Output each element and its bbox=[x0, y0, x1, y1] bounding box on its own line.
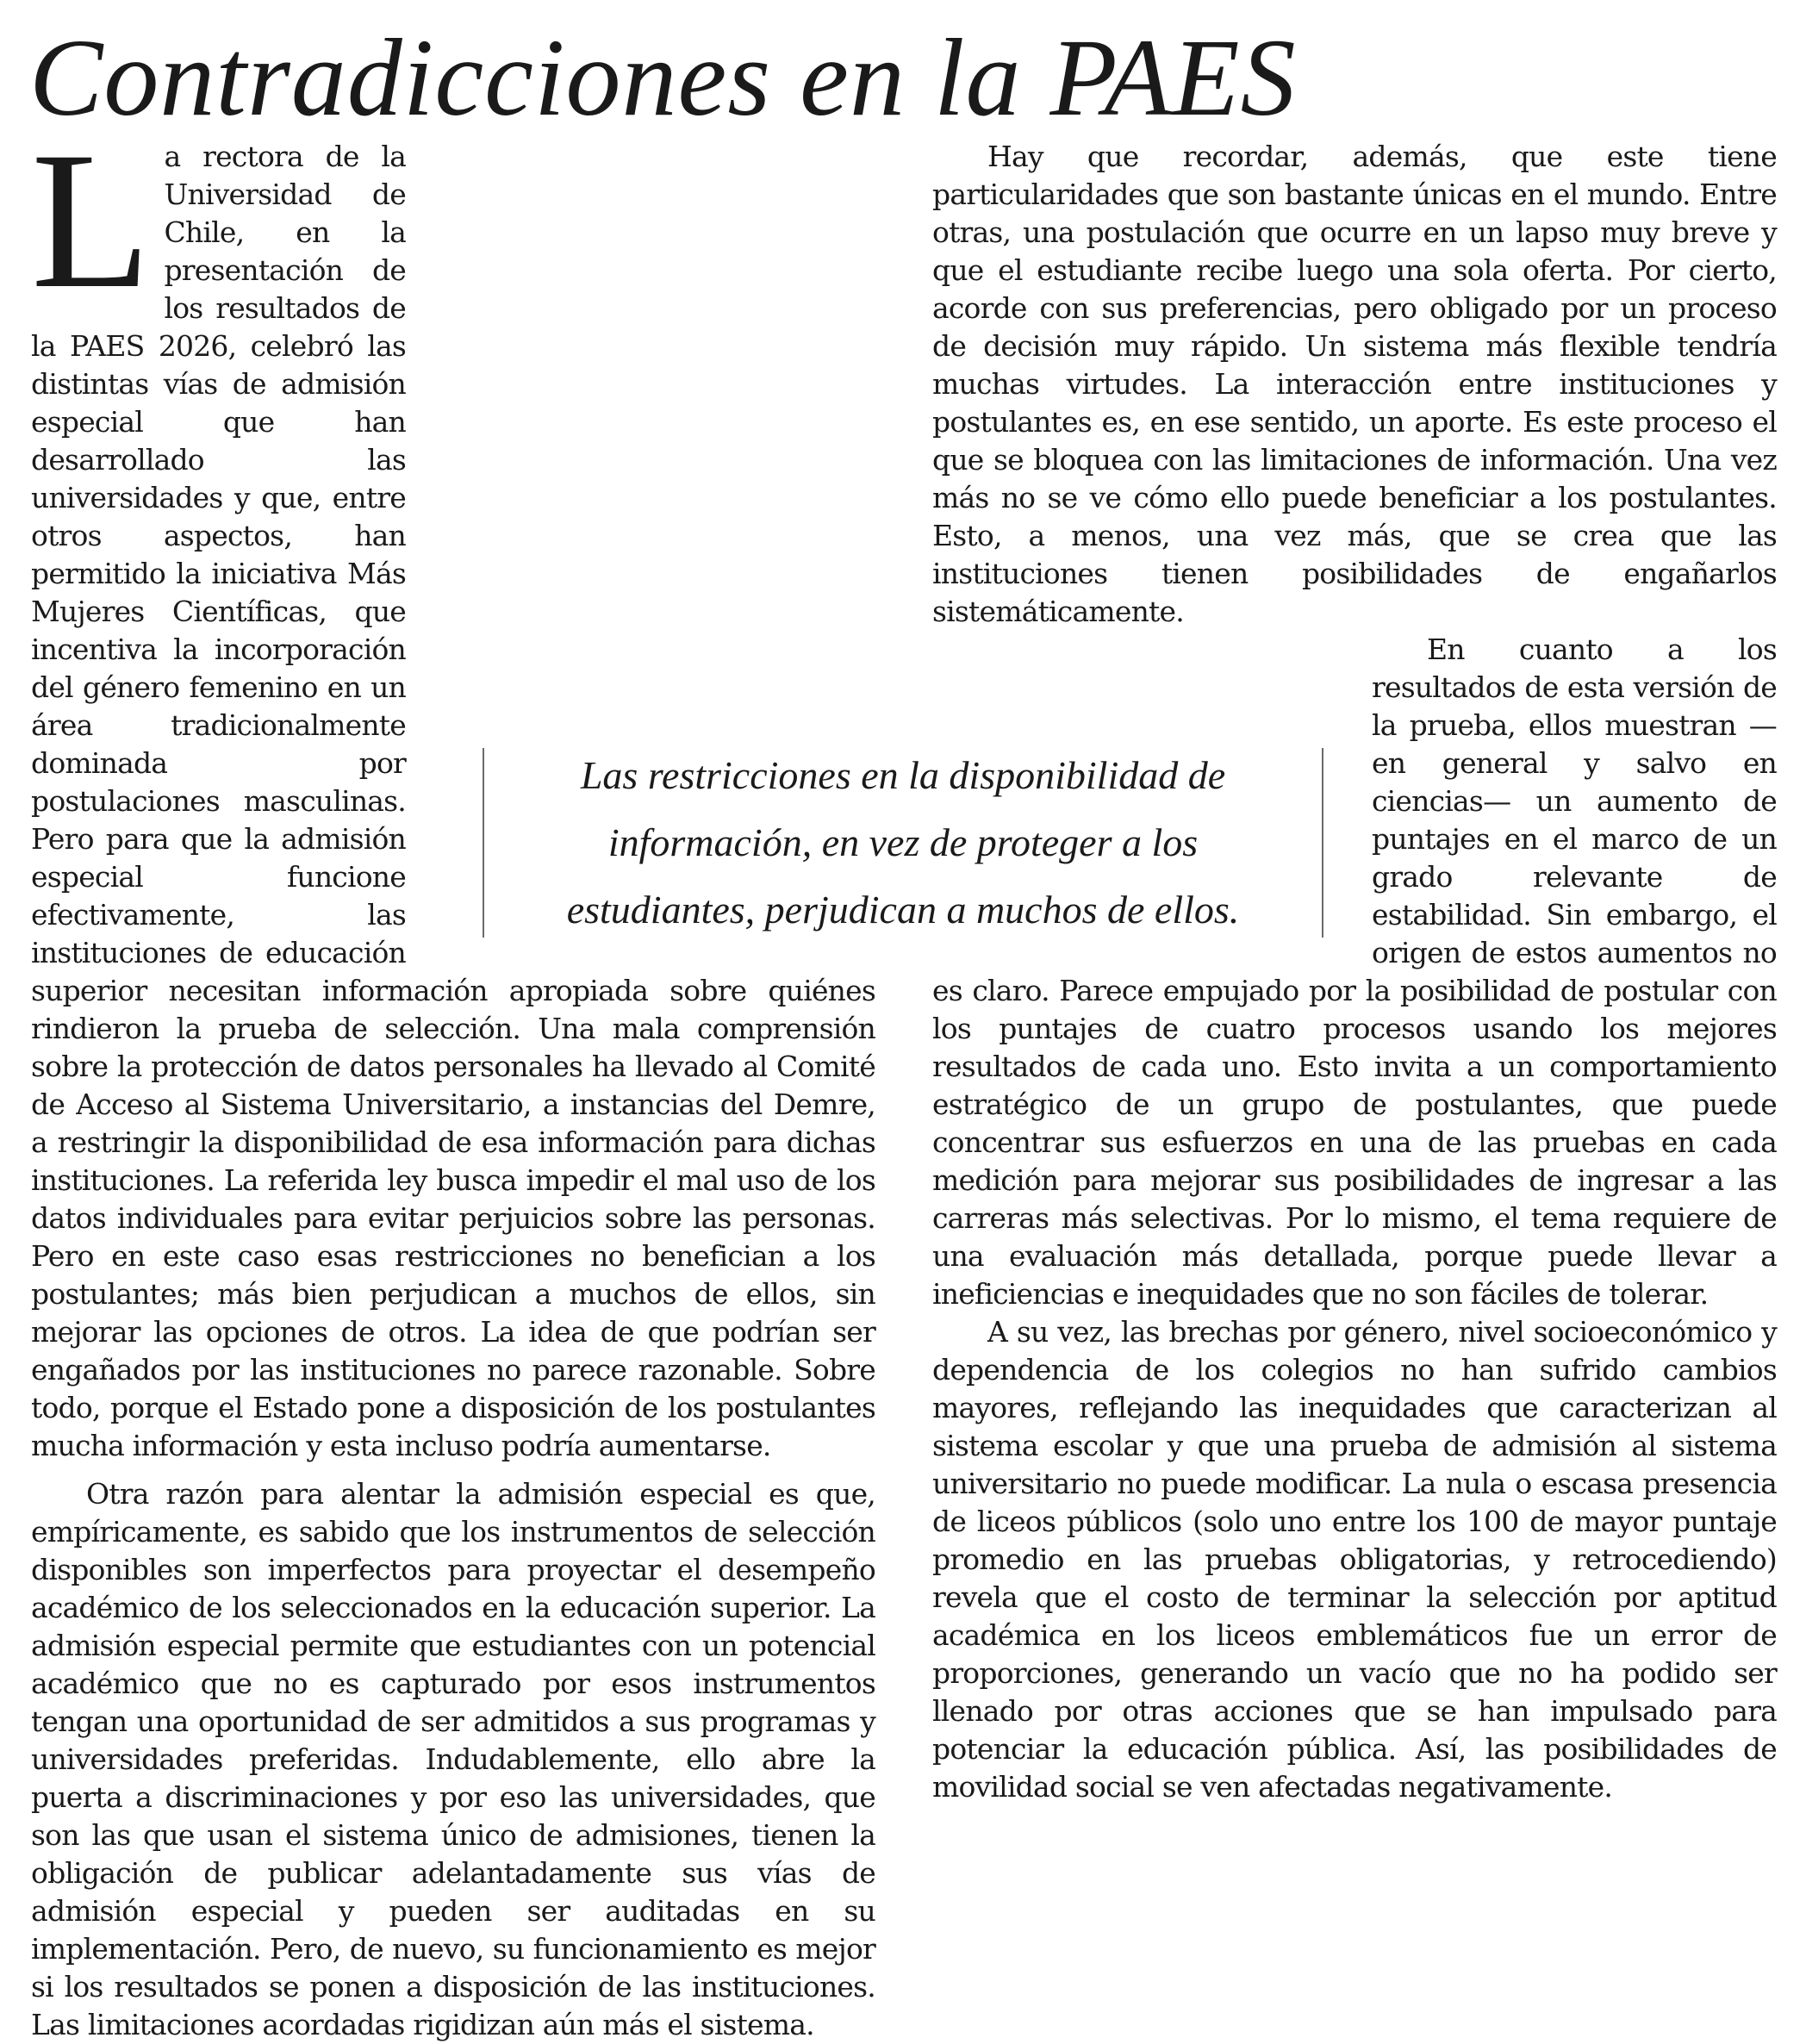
right-column bbox=[932, 138, 1777, 1806]
paragraph: A su vez, las brechas por género, nivel socioeconómico y dependencia de los colegios no han sufrido cambios mayores, reflejando las inequidades que caracterizan al sistema escolar y que una prueba de admisión al sistema universitario no puede modificar. La nula o escasa presencia de liceos públicos (solo uno entre los 100 de mayor puntaje promedio en las pruebas obligatorias, y retrocediendo) revela que el costo de terminar la selección por aptitud académica en los liceos emblemáticos fue un error de proporciones, generando un vacío que no ha podido ser llenado por otras acciones que se han impulsado para potenciar la educación pública. Así, las posibilidades de movilidad social se ven afectadas negativamente. bbox=[932, 1315, 1777, 1804]
paragraph-text: En cuanto a los resultados de esta versión de la prueba, ellos muestran —en general y salvo en ciencias— un aumento de puntajes en el marco de un grado relevante de estabilidad. Sin embargo, el origen de estos aumentos no es claro. Parece empujado por la posibilidad de postular con los puntajes de cuatro procesos usando los mejores resultados de cada uno. Esto invita a un comportamiento estratégico de un grupo de postulantes, que puede concentrar sus esfuerzos en una de las pruebas en cada medición para mejorar sus posibilidades de ingresar a las carreras más selectivas. Por lo mismo, el tema requiere de una evaluación más detallada, porque puede llevar a ineficiencias e inequidades que no son fáciles de tolerar. bbox=[932, 633, 1777, 1311]
pull-quote-line: Las restricciones en la disponibilidad de bbox=[580, 753, 1226, 797]
paragraph-text: a rectora de la Universidad de Chile, en la presentación de los resultados de la PAES 2026, celebró las distintas vías de admisión especial que han desarrollado las universidades y que, entre otros aspectos, han permitido la iniciativa Más Mujeres Científicas, que incentiva la incorporación del género femenino en un área tradicionalmente dominada por postulaciones masculinas. Pero para que la admisión especial funcione efectivamente, las instituciones de educación superior necesitan información apropiada sobre quiénes rindieron la prueba de selección. Una mala comprensión sobre la protección de datos personales ha llevado al Comité de Acceso al Sistema Universitario, a instancias del Demre, a restringir la disponibilidad de esa información para dichas instituciones. La referida ley busca impedir el mal uso de los datos individuales para evitar perjuicios sobre las personas. Pero en este caso esas restricciones no benefician a los postulantes; más bien perjudican a muchos de ellos, sin mejorar las opciones de otros. La idea de que podrían ser engañados por las instituciones no parece razonable. Sobre todo, porque el Estado pone a disposición de los postulantes mucha información y esta incluso podría aumentarse. bbox=[31, 140, 875, 1462]
left-column bbox=[31, 112, 875, 2044]
paragraph: Hay que recordar, además, que este tiene particularidades que son bastante únicas en el mundo. Entre otras, una postulación que ocurre en un lapso muy breve y que el estudiante recibe luego una sola oferta. Por cierto, acorde con sus preferencias, pero obligado por un proceso de decisión muy rápido. Un sistema más flexible tendría muchas virtudes. La interacción entre instituciones y postulantes es, en ese sentido, un aporte. Es este proceso el que se bloquea con las limitaciones de información. Una vez más no se ve cómo ello puede beneficiar a los postulantes. Esto, a menos, una vez más, que se crea que las instituciones tienen posibilidades de engañarlos sistemáticamente. bbox=[932, 140, 1777, 628]
article-title: Contradicciones en la PAES bbox=[29, 16, 1297, 139]
paragraph: Otra razón para alentar la admisión especial es que, empíricamente, es sabido que los instrumentos de selección disponibles son imperfectos para proyectar el desempeño académico de los seleccionados en la educación superior. La admisión especial permite que estudiantes con un potencial académico que no es capturado por esos instrumentos tengan una oportunidad de ser admitidos a sus programas y universidades preferidas. Indudablemente, ello abre la puerta a discriminaciones y por eso las universidades, que son las que usan el sistema único de admisiones, tienen la obligación de publicar adelantadamente sus vías de admisión especial y pueden ser auditadas en su implementación. Pero, de nuevo, su funcionamiento es mejor si los resultados se ponen a disposición de las instituciones. Las limitaciones acordadas rigidizan aún más el sistema. bbox=[31, 1477, 875, 2041]
pull-quote-line: información, en vez de proteger a los bbox=[607, 820, 1199, 864]
pull-quote bbox=[483, 748, 1323, 938]
pull-quote-line: estudiantes, perjudican a muchos de ellos. bbox=[566, 888, 1240, 932]
drop-cap: L bbox=[31, 112, 151, 329]
paragraph bbox=[932, 631, 1777, 1313]
